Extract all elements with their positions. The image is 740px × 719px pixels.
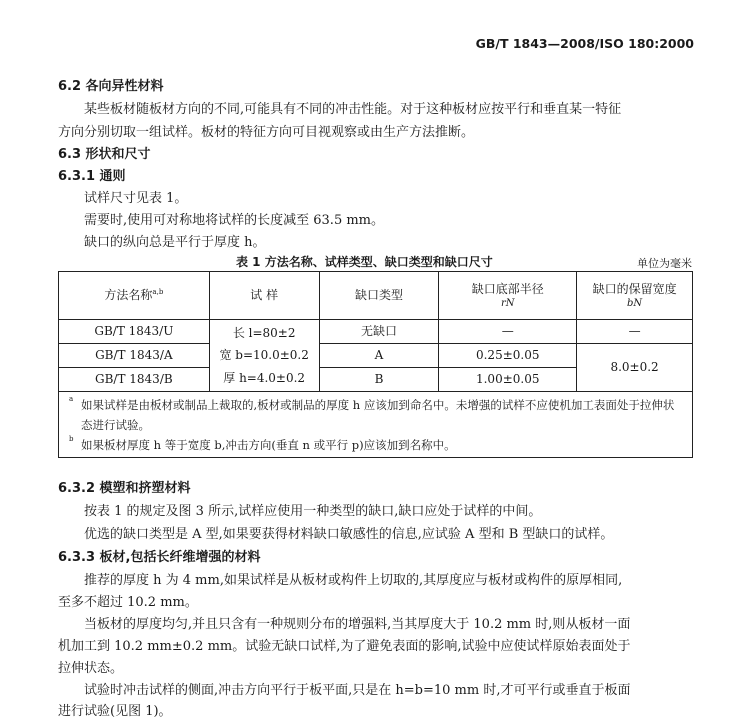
paragraph-line: 方向分别切取一组试样。板材的特征方向可目视观察或由生产方法推断。 xyxy=(58,125,475,140)
table-row xyxy=(59,344,693,368)
cell-radius: 1.00±0.05 xyxy=(439,368,577,392)
cell-notch: A xyxy=(319,344,439,368)
header-specimen: 试 样 xyxy=(209,272,319,320)
header-width: 缺口的保留宽度 bN xyxy=(577,272,693,320)
paragraph-line: 试验时冲击试样的侧面,冲击方向平行于板平面,只是在 h=b=10 mm 时,才可平行或垂直于板面 xyxy=(84,683,631,698)
cell-method: GB/T 1843/U xyxy=(59,320,210,344)
header-radius: 缺口底部半径 rN xyxy=(439,272,577,320)
section-6-3-3-title: 6.3.3 板材,包括长纤维增强的材料 xyxy=(58,550,261,565)
table-row xyxy=(59,320,693,344)
paragraph-line: 缺口的纵向总是平行于厚度 h。 xyxy=(84,235,266,250)
paragraph-line: 拉伸状态。 xyxy=(58,661,124,676)
paragraph-line: 按表 1 的规定及图 3 所示,试样应使用一种类型的缺口,缺口应处于试样的中间。 xyxy=(84,504,542,519)
paragraph-line: 某些板材随板材方向的不同,可能具有不同的冲击性能。对于这种板材应按平行和垂直某一特征 xyxy=(84,102,622,117)
table-1 xyxy=(58,271,693,458)
header-method: 方法名称$^{a,b}$ xyxy=(59,272,210,320)
table-unit: 单位为毫米 xyxy=(637,257,692,270)
table-caption: 表 1 方法名称、试样类型、缺口类型和缺口尺寸 xyxy=(236,255,493,269)
table-notes xyxy=(59,392,693,458)
cell-specimen: 长 l=80±2 宽 b=10.0±0.2 厚 h=4.0±0.2 xyxy=(209,320,319,392)
paragraph-line: 机加工到 10.2 mm±0.2 mm。试验无缺口试样,为了避免表面的影响,试验中应使试样原始表面处于 xyxy=(58,639,631,654)
section-6-3-2-title: 6.3.2 模塑和挤塑材料 xyxy=(58,481,191,496)
header-notch-type: 缺口类型 xyxy=(319,272,439,320)
page-header: GB/T 1843—2008/ISO 180:2000 xyxy=(475,36,694,51)
cell-notch: B xyxy=(319,368,439,392)
section-6-2-title: 6.2 各向异性材料 xyxy=(58,79,164,94)
cell-width: — xyxy=(577,320,693,344)
paragraph-line: 优选的缺口类型是 A 型,如果要获得材料缺口敏感性的信息,应试验 A 型和 B 型缺口的试样。 xyxy=(84,527,614,542)
cell-notch: 无缺口 xyxy=(319,320,439,344)
paragraph-line: 试样尺寸见表 1。 xyxy=(84,191,188,206)
cell-radius: — xyxy=(439,320,577,344)
section-6-3-1-title: 6.3.1 通则 xyxy=(58,169,126,184)
paragraph-line: 需要时,使用可对称地将试样的长度减至 63.5 mm。 xyxy=(84,213,384,228)
cell-method: GB/T 1843/B xyxy=(59,368,210,392)
paragraph-line: 至多不超过 10.2 mm。 xyxy=(58,595,198,610)
paragraph-line: 当板材的厚度均匀,并且只含有一种规则分布的增强料,当其厚度大于 10.2 mm 时,则从板材一面 xyxy=(84,617,631,632)
note-a: a 如果试样是由板材或制品上裁取的,板材或制品的厚度 h 应该加到命名中。未增强的试样不应使机加工表面处于拉伸状态进行试验。 xyxy=(69,395,675,433)
note-b: b 如果板材厚度 h 等于宽度 b,冲击方向(垂直 n 或平行 p)应该加到名称中。 xyxy=(69,435,456,453)
section-6-3-title: 6.3 形状和尺寸 xyxy=(58,147,151,162)
cell-radius: 0.25±0.05 xyxy=(439,344,577,368)
cell-method: GB/T 1843/A xyxy=(59,344,210,368)
paragraph-line: 进行试验(见图 1)。 xyxy=(58,704,172,719)
paragraph-line: 推荐的厚度 h 为 4 mm,如果试样是从板材或构件上切取的,其厚度应与板材或构件的原厚相同, xyxy=(84,573,623,588)
cell-width: 8.0±0.2 xyxy=(577,344,693,392)
